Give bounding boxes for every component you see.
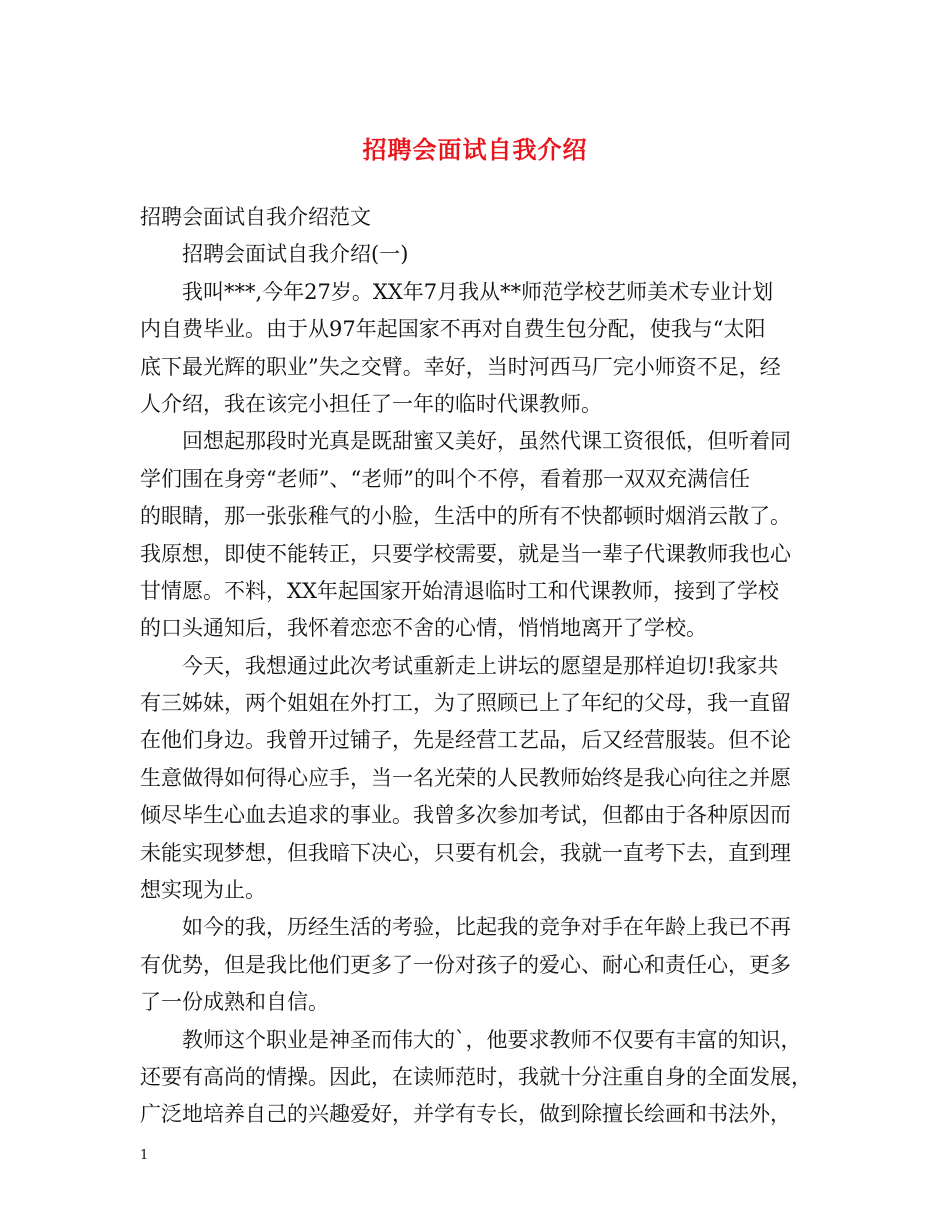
body-line: 的眼睛，那一张张稚气的小脸，生活中的所有不快都顿时烟消云散了。 [140, 504, 791, 529]
body-line: 未能实现梦想，但我暗下决心，只要有机会，我就一直考下去，直到理 [140, 840, 791, 865]
body-line: 还要有高尚的情操。因此，在读师范时，我就十分注重自身的全面发展， [140, 1064, 812, 1089]
body-line: 人介绍，我在该完小担任了一年的临时代课教师。 [140, 391, 602, 416]
body-line: 学们围在身旁“老师”、“老师”的叫个不停，看着那一双双充满信任 [140, 466, 750, 491]
body-line: 今天，我想通过此次考试重新走上讲坛的愿望是那样迫切!我家共 [182, 653, 779, 678]
body-line: 生意做得如何得心应手，当一名光荣的人民教师始终是我心向往之并愿 [140, 765, 791, 790]
body-line: 想实现为止。 [140, 878, 266, 903]
body-line: 的口头通知后，我怀着恋恋不舍的心情，悄悄地离开了学校。 [140, 616, 707, 641]
body-line: 了一份成熟和自信。 [140, 990, 329, 1015]
body-line: 甘情愿。不料，XX年起国家开始清退临时工和代课教师，接到了学校 [140, 578, 779, 603]
body-line: 招聘会面试自我介绍范文 [140, 205, 371, 229]
body-line: 我叫***,今年27岁。XX年7月我从**师范学校艺师美术专业计划 [182, 279, 774, 304]
document-body [140, 199, 820, 1134]
body-line: 如今的我，历经生活的考验，比起我的竞争对手在年龄上我已不再 [182, 915, 791, 940]
body-line: 我原想，即使不能转正，只要学校需要，就是当一辈子代课教师我也心 [140, 541, 791, 566]
page-number: 1 [140, 1148, 149, 1163]
body-line: 教师这个职业是神圣而伟大的`，他要求教师不仅要有丰富的知识， [182, 1027, 802, 1052]
body-line: 内自费毕业。由于从97年起国家不再对自费生包分配，使我与“太阳 [140, 317, 766, 342]
body-line: 有三姊妹，两个姐姐在外打工，为了照顾已上了年纪的父母，我一直留 [140, 691, 791, 716]
document-title: 招聘会面试自我介绍 [362, 135, 588, 164]
body-line: 回想起那段时光真是既甜蜜又美好，虽然代课工资很低，但听着同 [182, 429, 791, 454]
body-line: 有优势，但是我比他们更多了一份对孩子的爱心、耐心和责任心，更多 [140, 952, 791, 977]
body-line: 底下最光辉的职业”失之交臂。幸好，当时河西马厂完小师资不足，经 [140, 354, 781, 379]
body-line: 广泛地培养自己的兴趣爱好，并学有专长，做到除擅长绘画和书法外， [140, 1102, 791, 1127]
body-line: 招聘会面试自我介绍(一) [182, 242, 409, 267]
body-line: 倾尽毕生心血去追求的事业。我曾多次参加考试，但都由于各种原因而 [140, 803, 791, 828]
body-line: 在他们身边。我曾开过铺子，先是经营工艺品，后又经营服装。但不论 [140, 728, 791, 753]
